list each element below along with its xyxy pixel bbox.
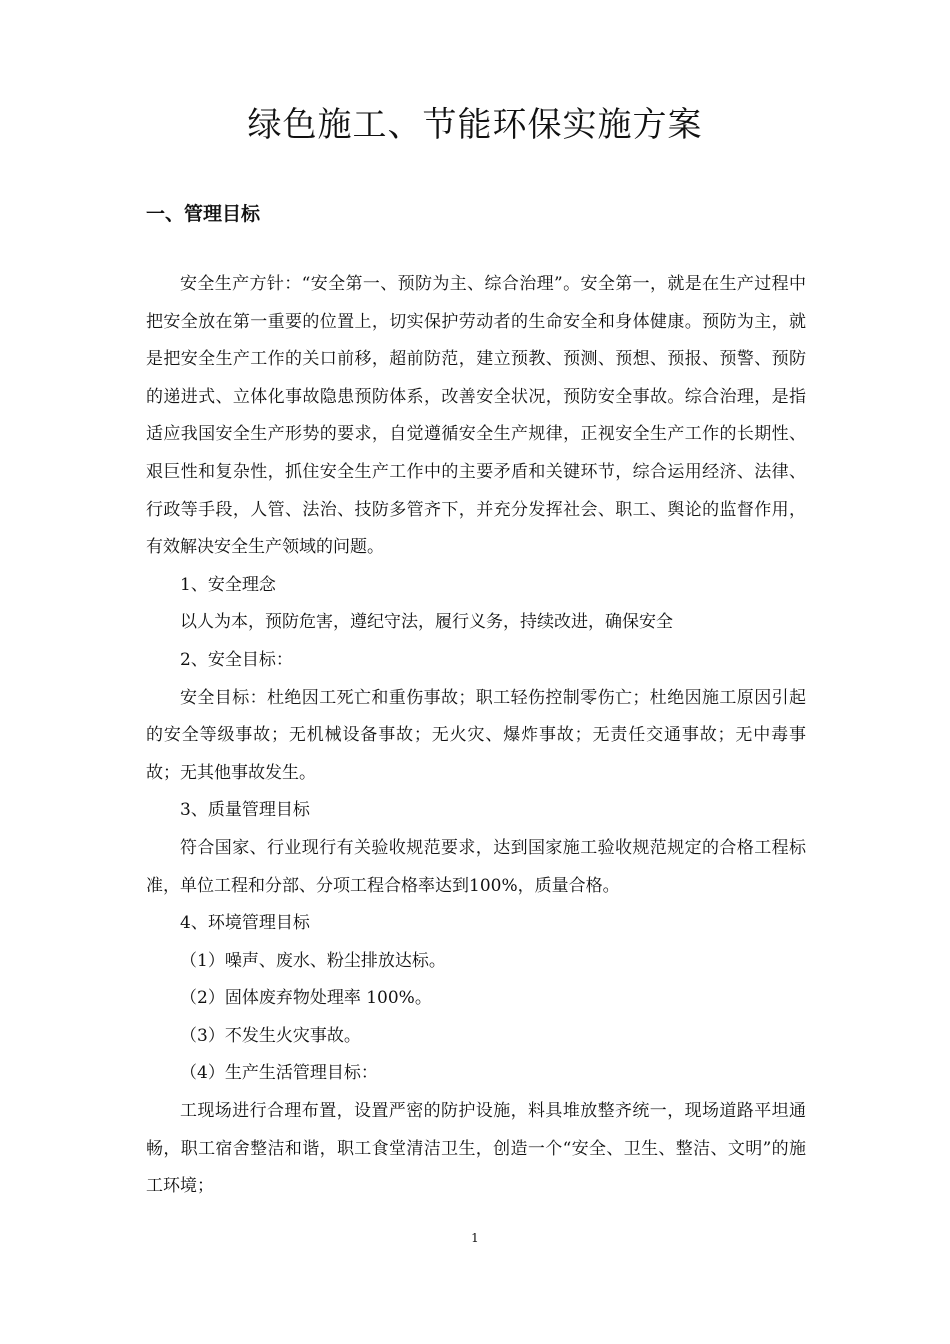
document-body	[146, 266, 806, 1206]
subheading-safety-goal: 2、安全目标：	[180, 649, 293, 670]
page-number: 1	[471, 1231, 479, 1245]
list-item-emissions: （1）噪声、废水、粉尘排放达标。	[180, 950, 446, 971]
section-heading: 一、管理目标	[146, 203, 261, 225]
subheading-safety-concept: 1、安全理念	[180, 574, 276, 595]
subheading-quality-goal: 3、质量管理目标	[180, 800, 310, 821]
paragraph-safety-goal: 安全目标：杜绝因工死亡和重伤事故；职工轻伤控制零伤亡；杜绝因施工原因引起的安全等级事故；无机械设备事故；无火灾、爆炸事故；无责任交通事故；无中毒事故；无其他事故发生。	[146, 687, 806, 783]
paragraph-safety-policy: 安全生产方针：“安全第一、预防为主、综合治理”。安全第一，就是在生产过程中把安全放在第一重要的位置上，切实保护劳动者的生命安全和身体健康。预防为主，就是把安全生产工作的关口前移，超前防范，建立预教、预测、预想、预报、预警、预防的递进式、立体化事故隐患预防体系，改善安全状况，预防安全事故。综合治理，是指适应我国安全生产形势的要求，自觉遵循安全生产规律，正视安全生产工作的长期性、艰巨性和复杂性，抓住安全生产工作中的主要矛盾和关键环节，综合运用经济、法律、行政等手段，人管、法治、技防多管齐下，并充分发挥社会、职工、舆论的监督作用，有效解决安全生产领域的问题。	[146, 274, 806, 558]
paragraph-quality-goal: 符合国家、行业现行有关验收规范要求，达到国家施工验收规范规定的合格工程标准，单位工程和分部、分项工程合格率达到100%，质量合格。	[146, 837, 806, 896]
list-item-fire: （3）不发生火灾事故。	[180, 1025, 361, 1046]
list-item-production-living: （4）生产生活管理目标：	[180, 1063, 378, 1084]
paragraph-safety-concept: 以人为本，预防危害，遵纪守法，履行义务，持续改进，确保安全	[180, 612, 673, 633]
list-item-solid-waste: （2）固体废弃物处理率 100%。	[180, 988, 432, 1009]
page-title: 绿色施工、节能环保实施方案	[247, 105, 703, 145]
subheading-environment-goal: 4、环境管理目标	[180, 913, 310, 934]
paragraph-site-environment: 工现场进行合理布置，设置严密的防护设施，料具堆放整齐统一，现场道路平坦通畅，职工宿舍整洁和谐，职工食堂清洁卫生，创造一个“安全、卫生、整洁、文明”的施工环境；	[146, 1101, 806, 1197]
